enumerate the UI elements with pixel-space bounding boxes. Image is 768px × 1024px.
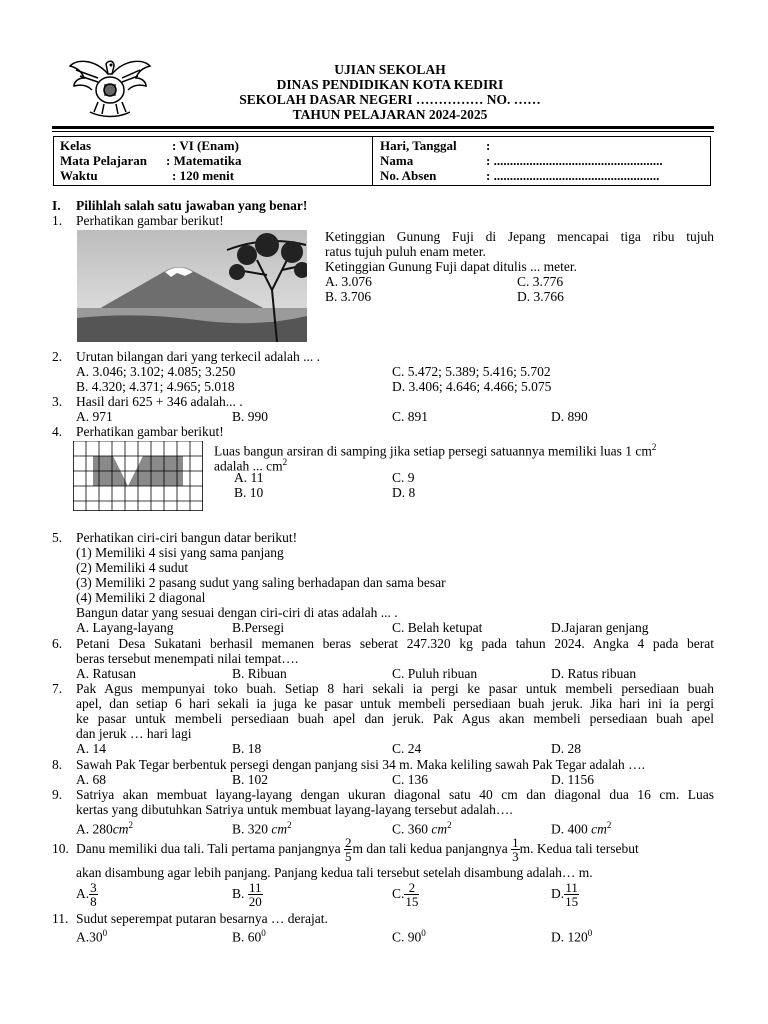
mount-fuji-photo — [77, 230, 307, 342]
q1-number: 1. — [52, 213, 63, 228]
question-2 — [52, 349, 320, 364]
q6-option-c[interactable]: C. Puluh ribuan — [392, 666, 478, 681]
q4-paragraph-1-text: Luas bangun arsiran di samping jika setiap persegi satuannya memiliki luas 1 cm — [214, 443, 652, 459]
q5-option-b[interactable]: B.Persegi — [232, 620, 285, 635]
q10-option-d[interactable] — [551, 878, 579, 910]
q7-option-c[interactable]: C. 24 — [392, 741, 422, 756]
q9-option-b-unit: cm — [271, 821, 288, 837]
q5-number: 5. — [52, 530, 63, 545]
q7-option-a[interactable]: A. 14 — [76, 741, 106, 756]
q8-option-d[interactable]: D. 1156 — [551, 772, 594, 787]
q11-number: 11. — [52, 911, 69, 926]
q9-number: 9. — [52, 787, 63, 802]
q9-line-2: kertas yang dibutuhkan Satriya untuk membuat layang-layang tersebut adalah…. — [76, 802, 513, 817]
q2-option-b[interactable]: B. 4.320; 4.371; 4.965; 5.018 — [76, 379, 235, 394]
q9-option-c-sup: 2 — [447, 820, 452, 830]
nama-field[interactable]: : .................................................... — [486, 153, 663, 168]
q10-b-fraction — [248, 881, 263, 908]
q2-option-d[interactable]: D. 3.406; 4.646; 4.466; 5.075 — [392, 379, 552, 394]
kelas-label: Kelas — [60, 138, 92, 153]
q11-c-deg: 0 — [421, 928, 426, 938]
header-line-3: SEKOLAH DASAR NEGERI …………… NO. …… — [239, 92, 541, 107]
q11-b-text: B. 60 — [232, 929, 262, 945]
q10-option-a[interactable] — [76, 878, 98, 910]
q5-option-c[interactable]: C. Belah ketupat — [392, 620, 483, 635]
q5-option-a[interactable]: A. Layang-layang — [76, 620, 174, 635]
q10-f2-num: 1 — [512, 835, 519, 851]
q1-paragraph-1a: Ketinggian Gunung Fuji di Jepang mencapai tiga ribu tujuh — [325, 229, 714, 244]
q2-text: Urutan bilangan dari yang terkecil adalah ... . — [76, 349, 321, 364]
q10-b-den: 20 — [248, 894, 262, 910]
question-9 — [52, 787, 76, 802]
q6-option-b[interactable]: B. Ribuan — [232, 666, 287, 681]
question-11 — [52, 911, 328, 926]
q9-option-b-text: B. 320 — [232, 821, 272, 837]
question-3 — [52, 394, 243, 409]
q11-option-d[interactable] — [551, 926, 592, 945]
header-rule-thin — [52, 131, 714, 132]
q10-line-2: akan disambung agar lebih panjang. Panjang kedua tali tersebut setelah disambung adalah… m. — [76, 865, 593, 880]
q4-text: Perhatikan gambar berikut! — [76, 424, 224, 439]
q10-c-label: C. — [392, 886, 405, 901]
q4-grid-figure — [73, 441, 203, 511]
q6-line-1: Petani Desa Sukatani berhasil memanen beras seberat 247.320 kg pada tahun 2024. Angka 4 pada berat — [76, 636, 714, 651]
q9-option-c-text: C. 360 — [392, 821, 432, 837]
q9-option-b-sup: 2 — [287, 820, 292, 830]
q10-a-den: 8 — [90, 894, 97, 910]
q11-option-b[interactable] — [232, 926, 266, 945]
q6-option-d[interactable]: D. Ratus ribuan — [551, 666, 637, 681]
q11-option-a[interactable] — [76, 926, 107, 945]
question-5 — [52, 530, 297, 545]
q10-a-num: 3 — [90, 880, 97, 896]
section-title: Pilihlah salah satu jawaban yang benar! — [76, 198, 308, 213]
mapel-label: Mata Pelajaran — [60, 153, 148, 168]
q10-d-den: 15 — [565, 894, 579, 910]
q11-c-text: C. 90 — [392, 929, 422, 945]
q7-option-b[interactable]: B. 18 — [232, 741, 262, 756]
q3-text: Hasil dari 625 + 346 adalah... . — [76, 394, 243, 409]
q10-text-1: Danu memiliki dua tali. Tali pertama panjangnya — [76, 841, 344, 856]
absen-field[interactable]: : ................................................... — [486, 168, 660, 183]
nama-label: Nama — [380, 153, 414, 168]
q11-a-deg: 0 — [102, 928, 108, 938]
q9-option-a-sup: 2 — [128, 820, 133, 830]
q5-item-4: (4) Memiliki 2 diagonal — [76, 590, 206, 605]
waktu-value: : 120 menit — [172, 168, 235, 183]
mapel-value: : Matematika — [166, 153, 242, 168]
q10-a-fraction — [89, 881, 98, 908]
q7-line-4: dan jeruk … hari lagi — [76, 726, 192, 741]
q4-option-a[interactable]: A. 11 — [234, 470, 264, 485]
q11-b-deg: 0 — [261, 928, 266, 938]
q1-option-b[interactable]: B. 3.706 — [325, 289, 372, 304]
q7-option-d[interactable]: D. 28 — [551, 741, 581, 756]
hari-field[interactable]: : — [486, 138, 491, 153]
header-line-2: DINAS PENDIDIKAN KOTA KEDIRI — [276, 77, 504, 92]
q10-d-fraction — [564, 881, 579, 908]
q10-option-b[interactable] — [232, 878, 263, 910]
q11-d-text: D. 120 — [551, 929, 588, 945]
q9-option-a-unit: cm — [112, 821, 129, 837]
hari-label: Hari, Tanggal — [380, 138, 457, 153]
q6-number: 6. — [52, 636, 63, 651]
header-line-1: UJIAN SEKOLAH — [334, 62, 446, 77]
question-4 — [52, 424, 224, 439]
q11-d-deg: 0 — [587, 928, 593, 938]
q9-option-d-unit: cm — [591, 821, 607, 837]
q1-option-a[interactable]: A. 3.076 — [325, 274, 372, 289]
q1-paragraph-1b: ratus tujuh puluh enam meter. — [325, 244, 486, 259]
question-10 — [52, 834, 639, 864]
q10-c-den: 15 — [405, 894, 419, 910]
q9-option-c-unit: cm — [431, 821, 448, 837]
q9-option-a-text: A. 280 — [76, 821, 113, 837]
q8-number: 8. — [52, 757, 63, 772]
q6-line-2: beras tersebut menempati nilai tempat…. — [76, 651, 299, 666]
q11-a-text: A.30 — [76, 929, 103, 945]
q9-option-d-sup: 2 — [606, 820, 612, 830]
q5-text: Perhatikan ciri-ciri bangun datar berikut! — [76, 530, 298, 545]
section-heading — [52, 198, 307, 213]
garuda-emblem — [68, 56, 152, 118]
q2-option-a[interactable]: A. 3.046; 3.102; 4.085; 3.250 — [76, 364, 236, 379]
q4-paragraph-1-sup: 2 — [651, 442, 657, 452]
q5-item-3: (3) Memiliki 2 pasang sudut yang saling berhadapan dan sama besar — [76, 575, 446, 590]
header-line-4: TAHUN PELAJARAN 2024-2025 — [292, 107, 488, 122]
q4-number: 4. — [52, 424, 63, 439]
q5-ask: Bangun datar yang sesuai dengan ciri-ciri di atas adalah ... . — [76, 605, 398, 620]
q7-line-3: ke pasar untuk membeli persediaan buah apel dan jeruk. Pak Agus akan membeli persediaan buah apel — [76, 711, 714, 726]
kelas-value: : VI (Enam) — [172, 138, 239, 153]
q10-c-num: 2 — [404, 881, 419, 895]
q2-option-c[interactable]: C. 5.472; 5.389; 5.416; 5.702 — [392, 364, 551, 379]
q9-line-1: Satriya akan membuat layang-layang dengan ukuran diagonal satu 40 cm dan diagonal dua 16 cm. Luas — [76, 787, 714, 802]
q3-option-c[interactable]: C. 891 — [392, 409, 429, 424]
q10-option-c[interactable] — [392, 878, 419, 910]
q10-c-fraction — [404, 881, 419, 908]
question-7 — [52, 681, 76, 696]
exam-header — [180, 62, 600, 122]
q9-option-d-text: D. 400 — [551, 821, 592, 837]
q10-number: 10. — [52, 841, 69, 856]
q4-paragraph-2-text: adalah ... cm — [214, 458, 283, 474]
q5-item-1: (1) Memiliki 4 sisi yang sama panjang — [76, 545, 284, 560]
q10-f2-den: 3 — [512, 849, 519, 865]
q10-d-label: D. — [551, 886, 565, 901]
header-rule-thick — [52, 126, 714, 129]
q10-fraction-2 — [511, 836, 520, 863]
q4-option-c[interactable]: C. 9 — [392, 470, 415, 485]
q3-option-b[interactable]: B. 990 — [232, 409, 269, 424]
q10-text-2: m dan tali kedua panjangnya — [352, 841, 512, 856]
q8-option-b[interactable]: B. 102 — [232, 772, 269, 787]
q8-option-c[interactable]: C. 136 — [392, 772, 429, 787]
student-info-box — [53, 136, 711, 186]
q10-a-label: A. — [76, 886, 90, 901]
q6-option-a[interactable]: A. Ratusan — [76, 666, 136, 681]
q10-b-label: B. — [232, 886, 245, 901]
question-6 — [52, 636, 76, 651]
q3-number: 3. — [52, 394, 63, 409]
q10-d-num: 11 — [565, 880, 578, 896]
q3-option-d[interactable]: D. 890 — [551, 409, 588, 424]
q10-f1-den: 5 — [344, 849, 352, 865]
question-8 — [52, 757, 645, 772]
q8-text: Sawah Pak Tegar berbentuk persegi dengan panjang sisi 34 m. Maka keliling sawah Pak Tegar adalah …. — [76, 757, 645, 772]
q8-option-a[interactable]: A. 68 — [76, 772, 106, 787]
q1-option-c[interactable]: C. 3.776 — [517, 274, 564, 289]
q7-line-2: apel, dan setiap 6 hari sekali ia juga ke pasar untuk membeli persediaan buah jeruk. Jika hari ini ia pergi — [76, 696, 714, 711]
q11-text: Sudut seperempat putaran besarnya … derajat. — [76, 911, 328, 926]
q5-item-2: (2) Memiliki 4 sudut — [76, 560, 189, 575]
info-divider — [372, 137, 373, 185]
q10-text-3: m. Kedua tali tersebut — [519, 841, 639, 856]
q4-paragraph-2-sup: 2 — [282, 457, 288, 467]
q7-line-1: Pak Agus mempunyai toko buah. Setiap 8 hari sekali ia pergi ke pasar untuk membeli persediaan buah — [76, 681, 714, 696]
q4-option-d[interactable]: D. 8 — [392, 485, 416, 500]
absen-label: No. Absen — [380, 168, 437, 183]
q2-number: 2. — [52, 349, 63, 364]
q3-option-a[interactable]: A. 971 — [76, 409, 113, 424]
q11-option-c[interactable] — [392, 926, 426, 945]
q4-option-b[interactable]: B. 10 — [234, 485, 264, 500]
q7-number: 7. — [52, 681, 63, 696]
section-roman: I. — [52, 198, 61, 213]
waktu-label: Waktu — [60, 168, 98, 183]
q10-f1-num: 2 — [344, 835, 352, 851]
q5-option-d[interactable]: D.Jajaran genjang — [551, 620, 649, 635]
q1-option-d[interactable]: D. 3.766 — [517, 289, 564, 304]
q1-text: Perhatikan gambar berikut! — [76, 213, 224, 228]
q1-paragraph-2: Ketinggian Gunung Fuji dapat ditulis ... meter. — [325, 259, 577, 274]
question-1 — [52, 213, 224, 228]
q10-b-num: 11 — [249, 880, 262, 896]
